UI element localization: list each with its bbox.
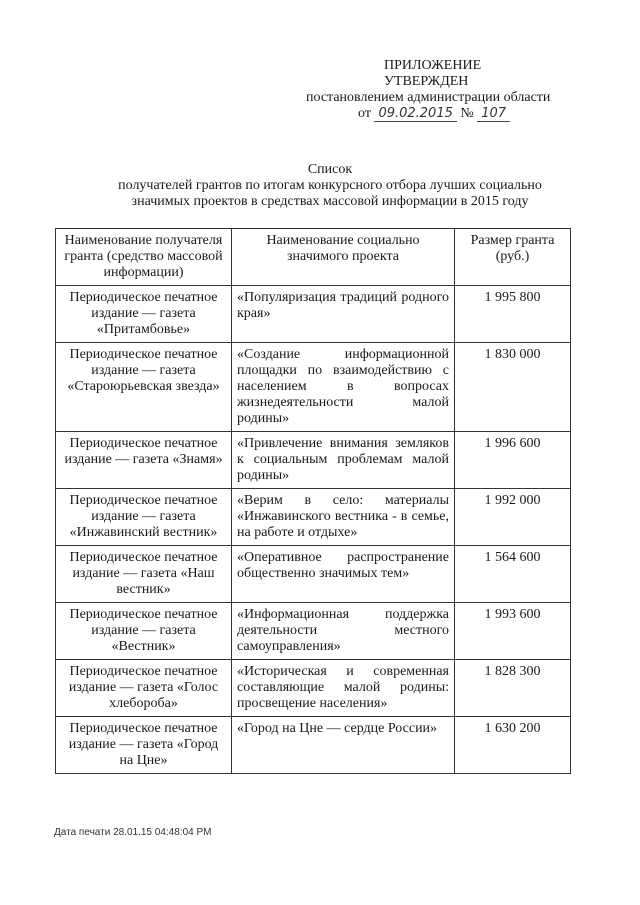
table-row xyxy=(56,489,571,546)
resolution-label: постановлением администрации области xyxy=(306,90,551,105)
title-line-1: Список xyxy=(307,162,353,177)
table-row xyxy=(56,546,571,603)
appendix-label: ПРИЛОЖЕНИЕ xyxy=(384,58,482,73)
amount-cell: 1 995 800 xyxy=(455,286,571,343)
header-amount: Размер гранта (руб.) xyxy=(455,229,571,286)
amount-cell: 1 830 000 xyxy=(455,343,571,432)
approved-label: УТВЕРЖДЕН xyxy=(384,74,469,89)
recipient-cell: Периодическое печатное издание — газета «Наш вестник» xyxy=(56,546,232,603)
table-row xyxy=(56,286,571,343)
recipient-cell: Периодическое печатное издание — газета «Город на Цне» xyxy=(56,717,232,774)
amount-cell: 1 996 600 xyxy=(455,432,571,489)
header-recipient: Наименование получателя гранта (средство массовой информации) xyxy=(56,229,232,286)
project-cell: «Привлечение внимания земляков к социальным проблемам малой родины» xyxy=(232,432,455,489)
title-line-2: получателей грантов по итогам конкурсного отбора лучших социально xyxy=(118,178,542,193)
recipient-cell: Периодическое печатное издание — газета «Вестник» xyxy=(56,603,232,660)
project-cell: «Оперативное распространение общественно значимых тем» xyxy=(232,546,455,603)
resolution-date-number xyxy=(300,106,600,122)
grants-table xyxy=(55,228,571,774)
project-cell: «Верим в село: материалы «Инжавинского вестника - в семье, на работе и отдыхе» xyxy=(232,489,455,546)
amount-cell: 1 992 000 xyxy=(455,489,571,546)
amount-cell: 1 828 300 xyxy=(455,660,571,717)
table-header-row xyxy=(56,229,571,286)
header-project: Наименование социально значимого проекта xyxy=(232,229,455,286)
amount-cell: 1 630 200 xyxy=(455,717,571,774)
recipient-cell: Периодическое печатное издание — газета «Инжавинский вестник» xyxy=(56,489,232,546)
table-row xyxy=(56,603,571,660)
project-cell: «Город на Цне — сердце России» xyxy=(232,717,455,774)
recipient-cell: Периодическое печатное издание — газета «Знамя» xyxy=(56,432,232,489)
amount-cell: 1 993 600 xyxy=(455,603,571,660)
recipient-cell: Периодическое печатное издание — газета «Староюрьевская звезда» xyxy=(56,343,232,432)
resolution-date: 09.02.2015 xyxy=(374,106,456,122)
table-row xyxy=(56,432,571,489)
title-line-3: значимых проектов в средствах массовой информации в 2015 году xyxy=(131,194,529,209)
recipient-cell: Периодическое печатное издание — газета «Голос хлебороба» xyxy=(56,660,232,717)
resolution-number: 107 xyxy=(477,106,510,122)
table-row xyxy=(56,343,571,432)
approval-header xyxy=(300,58,600,122)
project-cell: «Информационная поддержка деятельности местного самоуправления» xyxy=(232,603,455,660)
print-date: Дата печати 28.01.15 04:48:04 PM xyxy=(54,827,212,838)
project-cell: «Популяризация традиций родного края» xyxy=(232,286,455,343)
from-prefix: от xyxy=(358,106,371,121)
table-row xyxy=(56,717,571,774)
project-cell: «Создание информационной площадки по взаимодействию с населением в вопросах жизнедеятельности малой родины» xyxy=(232,343,455,432)
document-title xyxy=(40,162,620,210)
number-prefix: № xyxy=(460,106,474,121)
table-row xyxy=(56,660,571,717)
recipient-cell: Периодическое печатное издание — газета «Притамбовье» xyxy=(56,286,232,343)
amount-cell: 1 564 600 xyxy=(455,546,571,603)
project-cell: «Историческая и современная составляющие малой родины: просвещение населения» xyxy=(232,660,455,717)
